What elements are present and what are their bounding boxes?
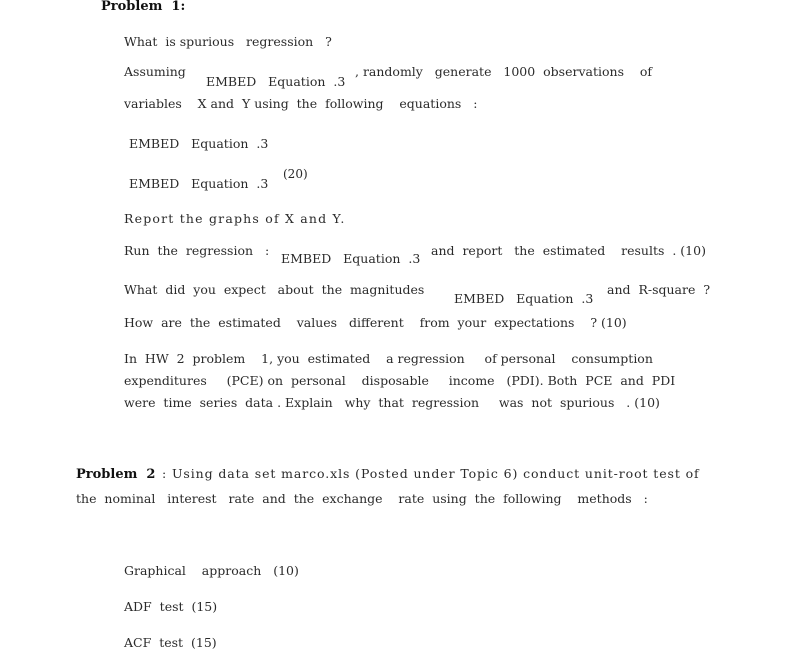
problem-1-question-6-line-1: In HW 2 problem 1, you estimated a regression of personal consumption <box>124 351 653 366</box>
problem-1-question-2-mid: , randomly generate 1000 observations of <box>355 64 653 79</box>
problem-1-question-1: What is spurious regression ? <box>124 34 332 49</box>
method-item-adf: ADF test (15) <box>124 599 218 614</box>
embed-equation-field: EMBED Equation .3 <box>206 74 346 89</box>
problem-1-question-5-end: and R-square ? <box>607 282 711 297</box>
equation-1-field: EMBED Equation .3 <box>129 136 269 151</box>
problem-2-intro-line-1: : Using data set marco.xls (Posted under Topic 6) conduct unit-root test of <box>162 466 700 481</box>
problem-2-intro-line-2: the nominal interest rate and the exchange rate using the following methods : <box>76 491 648 506</box>
method-item-graphical: Graphical approach (10) <box>124 563 299 578</box>
problem-1-question-2-start: Assuming <box>124 64 186 79</box>
equation-2-points: (20) <box>283 167 308 181</box>
problem-1-question-5-start: What did you expect about the magnitudes <box>124 282 425 297</box>
problem-1-question-6-line-2: expenditures (PCE) on personal disposable income (PDI). Both PCE and PDI <box>124 373 676 388</box>
method-item-acf: ACF test (15) <box>124 635 217 650</box>
embed-equation-field: EMBED Equation .3 <box>281 251 421 266</box>
problem-1-question-4-start: Run the regression : <box>124 243 270 258</box>
problem-1-heading: Problem 1: <box>101 0 186 14</box>
problem-1-question-2-end: variables X and Y using the following equations : <box>124 96 478 111</box>
problem-1-question-4-end: and report the estimated results . (10) <box>431 243 706 258</box>
embed-equation-field: EMBED Equation .3 <box>454 291 594 306</box>
problem-1-question-5-followup: How are the estimated values different from your expectations ? (10) <box>124 315 627 330</box>
problem-1-question-6-line-3: were time series data . Explain why that regression was not spurious . (10) <box>124 395 660 410</box>
equation-2-field: EMBED Equation .3 <box>129 176 269 191</box>
problem-1-question-3: Report the graphs of X and Y. <box>124 211 346 226</box>
problem-2-heading: Problem 2 <box>76 467 156 482</box>
